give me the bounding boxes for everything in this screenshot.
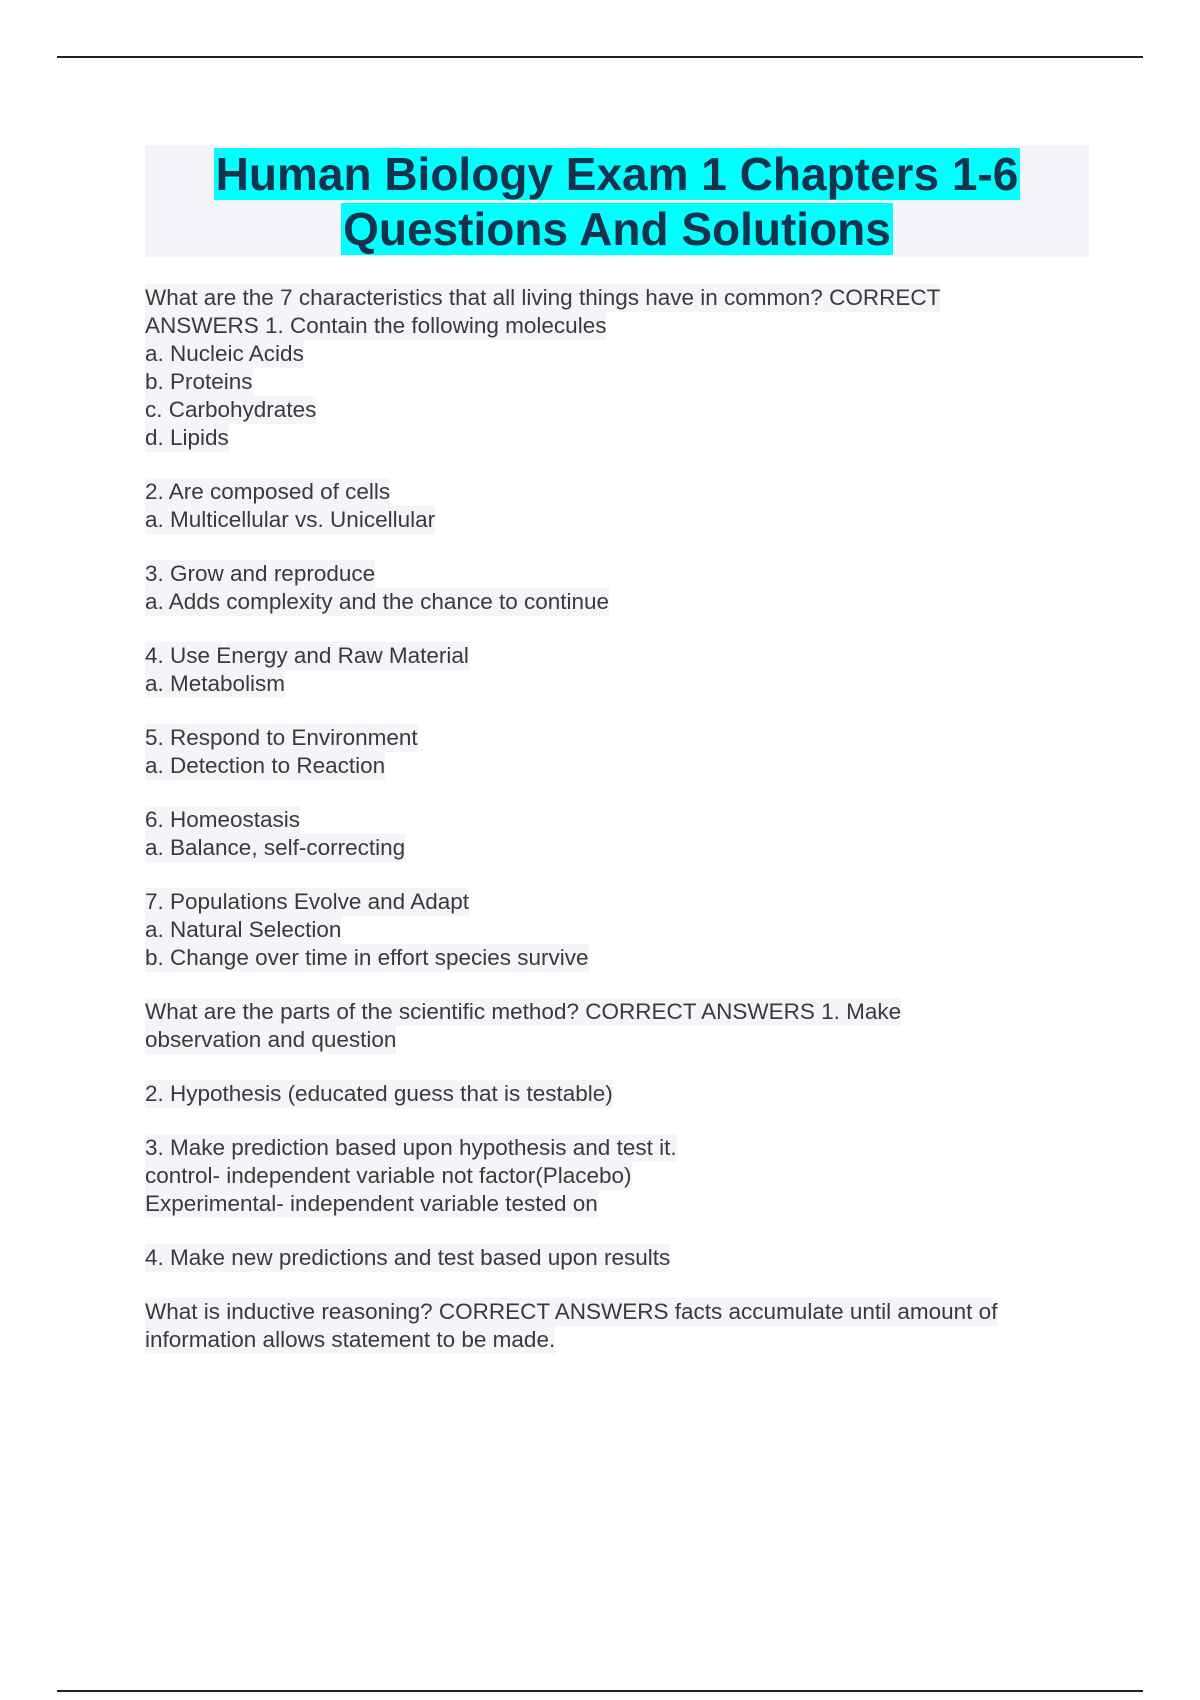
method-step-3 — [145, 1134, 1085, 1218]
text-line: 5. Respond to Environment — [145, 725, 418, 750]
text-line: d. Lipids — [145, 425, 229, 450]
top-rule — [57, 56, 1143, 58]
answer-block-2 — [145, 478, 1085, 534]
text-line: a. Adds complexity and the chance to continue — [145, 589, 610, 614]
answer-block-4 — [145, 642, 1085, 698]
text-line: b. Change over time in effort species survive — [145, 945, 589, 970]
title-line-2 — [145, 201, 1089, 257]
text-line: a. Detection to Reaction — [145, 753, 386, 778]
qa-block-scientific-method — [145, 998, 1085, 1054]
text-line: 4. Make new predictions and test based upon results — [145, 1245, 671, 1270]
title-line-2-text: Questions And Solutions — [343, 203, 891, 255]
title-line-1 — [145, 146, 1089, 202]
text-line: 3. Make prediction based upon hypothesis and test it. — [145, 1135, 677, 1160]
answer-block-7 — [145, 888, 1085, 972]
text-line: What are the parts of the scientific method? CORRECT ANSWERS 1. Make — [145, 999, 902, 1024]
text-line: 4. Use Energy and Raw Material — [145, 643, 469, 668]
text-line: 2. Are composed of cells — [145, 479, 391, 504]
method-step-4 — [145, 1244, 1085, 1272]
qa-block-inductive-reasoning — [145, 1298, 1085, 1354]
text-line: control- independent variable not factor(Placebo) — [145, 1163, 632, 1188]
text-line: 6. Homeostasis — [145, 807, 301, 832]
text-line: 7. Populations Evolve and Adapt — [145, 889, 469, 914]
text-line: observation and question — [145, 1027, 397, 1052]
text-line: information allows statement to be made. — [145, 1327, 556, 1352]
text-line: What is inductive reasoning? CORRECT ANSWERS facts accumulate until amount of — [145, 1299, 998, 1324]
document-body — [145, 284, 1085, 1380]
text-line: a. Nucleic Acids — [145, 341, 304, 366]
text-line: What are the 7 characteristics that all living things have in common? CORRECT — [145, 285, 941, 310]
answer-block-3 — [145, 560, 1085, 616]
text-line: 3. Grow and reproduce — [145, 561, 376, 586]
answer-block-6 — [145, 806, 1085, 862]
text-line: c. Carbohydrates — [145, 397, 317, 422]
text-line: a. Natural Selection — [145, 917, 342, 942]
method-step-2 — [145, 1080, 1085, 1108]
text-line: 2. Hypothesis (educated guess that is testable) — [145, 1081, 613, 1106]
title-line-1-text: Human Biology Exam 1 Chapters 1-6 — [215, 148, 1019, 200]
text-line: a. Metabolism — [145, 671, 286, 696]
qa-block-characteristics — [145, 284, 1085, 452]
text-line: ANSWERS 1. Contain the following molecules — [145, 313, 607, 338]
text-line: Experimental- independent variable tested on — [145, 1191, 598, 1216]
title-banner — [145, 145, 1089, 257]
bottom-rule — [57, 1690, 1143, 1692]
text-line: a. Multicellular vs. Unicellular — [145, 507, 436, 532]
text-line: b. Proteins — [145, 369, 253, 394]
answer-block-5 — [145, 724, 1085, 780]
text-line: a. Balance, self-correcting — [145, 835, 406, 860]
